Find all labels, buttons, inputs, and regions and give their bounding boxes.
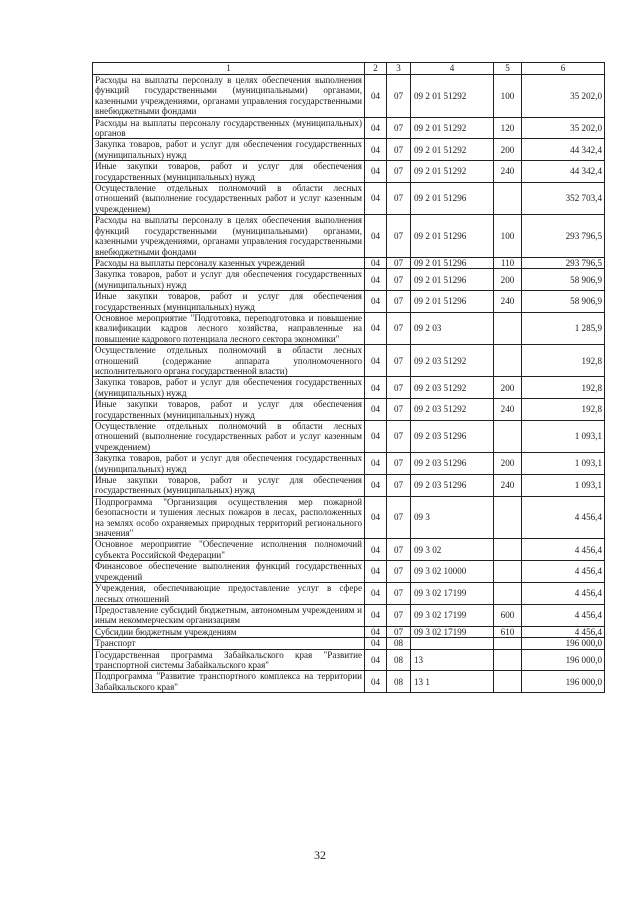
target-article-code: 09 2 03 51292 <box>411 377 494 399</box>
expense-type-code: 200 <box>494 269 522 291</box>
section-code: 04 <box>365 291 387 313</box>
amount: 196 000,0 <box>522 649 605 671</box>
section-code: 04 <box>365 453 387 475</box>
expense-type-code <box>494 539 522 561</box>
target-article-code: 09 3 02 <box>411 539 494 561</box>
row-description: Финансовое обеспечение выполнения функций государственных учреждений <box>93 561 365 583</box>
expense-type-code <box>494 671 522 693</box>
amount: 192,8 <box>522 345 605 377</box>
section-code: 04 <box>365 117 387 139</box>
amount: 1 093,1 <box>522 475 605 497</box>
subsection-code: 07 <box>387 496 411 539</box>
expense-type-code: 100 <box>494 75 522 118</box>
expense-type-code: 240 <box>494 161 522 183</box>
section-code: 04 <box>365 626 387 637</box>
row-description: Транспорт <box>93 638 365 649</box>
row-description: Закупка товаров, работ и услуг для обеспечения государственных (муниципальных) нужд <box>93 377 365 399</box>
row-description: Закупка товаров, работ и услуг для обеспечения государственных (муниципальных) нужд <box>93 269 365 291</box>
target-article-code: 09 2 01 51296 <box>411 183 494 215</box>
row-description: Расходы на выплаты персоналу государственных (муниципальных) органов <box>93 117 365 139</box>
amount: 293 796,5 <box>522 257 605 268</box>
table-row <box>93 475 605 497</box>
expense-type-code: 610 <box>494 626 522 637</box>
table-row <box>93 638 605 649</box>
section-code: 04 <box>365 421 387 453</box>
amount: 1 285,9 <box>522 312 605 344</box>
row-description: Субсидии бюджетным учреждениям <box>93 626 365 637</box>
row-description: Расходы на выплаты персоналу в целях обеспечения выполнения функций государственными (муниципальными) органами, казенными учреждениями, органами управления государственными внебюджетными фондами <box>93 215 365 258</box>
expense-type-code: 600 <box>494 604 522 626</box>
table-header-row <box>93 63 605 75</box>
section-code: 04 <box>365 638 387 649</box>
subsection-code: 07 <box>387 421 411 453</box>
amount: 4 456,4 <box>522 496 605 539</box>
row-description: Государственная программа Забайкальского края "Развитие транспортной системы Забайкальского края" <box>93 649 365 671</box>
row-description: Осуществление отдельных полномочий в области лесных отношений (выполнение государственных работ и услуг казенным учреждением) <box>93 183 365 215</box>
subsection-code: 07 <box>387 183 411 215</box>
amount: 58 906,9 <box>522 291 605 313</box>
amount: 4 456,4 <box>522 583 605 605</box>
target-article-code: 09 2 03 51292 <box>411 399 494 421</box>
section-code: 04 <box>365 583 387 605</box>
subsection-code: 08 <box>387 638 411 649</box>
table-row <box>93 496 605 539</box>
section-code: 04 <box>365 269 387 291</box>
section-code: 04 <box>365 671 387 693</box>
subsection-code: 07 <box>387 475 411 497</box>
expense-type-code <box>494 649 522 671</box>
row-description: Иные закупки товаров, работ и услуг для обеспечения государственных (муниципальных) нужд <box>93 291 365 313</box>
section-code: 04 <box>365 604 387 626</box>
amount: 4 456,4 <box>522 604 605 626</box>
subsection-code: 08 <box>387 649 411 671</box>
row-description: Осуществление отдельных полномочий в области лесных отношений (содержание аппарата уполномоченного исполнительного органа государственной власти) <box>93 345 365 377</box>
table-row <box>93 75 605 118</box>
table-row <box>93 291 605 313</box>
target-article-code: 13 <box>411 649 494 671</box>
row-description: Учреждения, обеспечивающие предоставление услуг в сфере лесных отношений <box>93 583 365 605</box>
table-row <box>93 561 605 583</box>
expense-type-code: 240 <box>494 291 522 313</box>
amount: 293 796,5 <box>522 215 605 258</box>
row-description: Закупка товаров, работ и услуг для обеспечения государственных (муниципальных) нужд <box>93 139 365 161</box>
target-article-code: 09 2 01 51292 <box>411 161 494 183</box>
target-article-code: 09 3 02 17199 <box>411 583 494 605</box>
row-description: Иные закупки товаров, работ и услуг для обеспечения государственных (муниципальных) нужд <box>93 475 365 497</box>
subsection-code: 07 <box>387 161 411 183</box>
header-cell-4: 4 <box>411 63 494 75</box>
budget-table <box>92 62 605 693</box>
target-article-code: 09 3 <box>411 496 494 539</box>
header-cell-1: 1 <box>93 63 365 75</box>
amount: 4 456,4 <box>522 561 605 583</box>
table-row <box>93 626 605 637</box>
target-article-code: 09 2 01 51296 <box>411 269 494 291</box>
section-code: 04 <box>365 75 387 118</box>
target-article-code <box>411 638 494 649</box>
subsection-code: 07 <box>387 377 411 399</box>
table-row <box>93 257 605 268</box>
row-description: Расходы на выплаты персоналу в целях обеспечения выполнения функций государственными (муниципальными) органами, казенными учреждениями, органами управления государственными внебюджетными фондами <box>93 75 365 118</box>
subsection-code: 07 <box>387 604 411 626</box>
section-code: 04 <box>365 312 387 344</box>
row-description: Осуществление отдельных полномочий в области лесных отношений (выполнение государственных работ и услуг казенным учреждением) <box>93 421 365 453</box>
subsection-code: 08 <box>387 671 411 693</box>
table-row <box>93 671 605 693</box>
expense-type-code: 100 <box>494 215 522 258</box>
table-row <box>93 649 605 671</box>
section-code: 04 <box>365 649 387 671</box>
row-description: Закупка товаров, работ и услуг для обеспечения государственных (муниципальных) нужд <box>93 453 365 475</box>
expense-type-code <box>494 421 522 453</box>
section-code: 04 <box>365 475 387 497</box>
row-description: Основное мероприятие "Подготовка, переподготовка и повышение квалификации кадров лесного хозяйства, направленные на повышение кадрового потенциала лесного сектора экономики" <box>93 312 365 344</box>
section-code: 04 <box>365 496 387 539</box>
subsection-code: 07 <box>387 257 411 268</box>
amount: 44 342,4 <box>522 161 605 183</box>
header-cell-5: 5 <box>494 63 522 75</box>
target-article-code: 09 2 01 51292 <box>411 117 494 139</box>
subsection-code: 07 <box>387 291 411 313</box>
amount: 35 202,0 <box>522 75 605 118</box>
target-article-code: 09 2 03 51292 <box>411 345 494 377</box>
expense-type-code <box>494 561 522 583</box>
row-description: Подпрограмма "Развитие транспортного комплекса на территории Забайкальского края" <box>93 671 365 693</box>
table-row <box>93 453 605 475</box>
expense-type-code <box>494 183 522 215</box>
subsection-code: 07 <box>387 626 411 637</box>
section-code: 04 <box>365 377 387 399</box>
amount: 192,8 <box>522 399 605 421</box>
target-article-code: 09 2 01 51292 <box>411 139 494 161</box>
amount: 58 906,9 <box>522 269 605 291</box>
subsection-code: 07 <box>387 345 411 377</box>
expense-type-code: 200 <box>494 377 522 399</box>
target-article-code: 09 2 03 51296 <box>411 453 494 475</box>
target-article-code: 09 2 01 51296 <box>411 291 494 313</box>
amount: 4 456,4 <box>522 626 605 637</box>
header-cell-3: 3 <box>387 63 411 75</box>
section-code: 04 <box>365 161 387 183</box>
table-row <box>93 161 605 183</box>
section-code: 04 <box>365 561 387 583</box>
subsection-code: 07 <box>387 312 411 344</box>
target-article-code: 09 2 01 51296 <box>411 215 494 258</box>
amount: 192,8 <box>522 377 605 399</box>
expense-type-code: 200 <box>494 139 522 161</box>
amount: 1 093,1 <box>522 453 605 475</box>
table-row <box>93 539 605 561</box>
subsection-code: 07 <box>387 583 411 605</box>
target-article-code: 09 2 01 51292 <box>411 75 494 118</box>
subsection-code: 07 <box>387 399 411 421</box>
table-row <box>93 117 605 139</box>
section-code: 04 <box>365 215 387 258</box>
section-code: 04 <box>365 399 387 421</box>
table-row <box>93 312 605 344</box>
expense-type-code: 200 <box>494 453 522 475</box>
row-description: Иные закупки товаров, работ и услуг для обеспечения государственных (муниципальных) нужд <box>93 161 365 183</box>
target-article-code: 09 2 03 <box>411 312 494 344</box>
section-code: 04 <box>365 139 387 161</box>
target-article-code: 09 3 02 10000 <box>411 561 494 583</box>
amount: 1 093,1 <box>522 421 605 453</box>
section-code: 04 <box>365 345 387 377</box>
amount: 196 000,0 <box>522 671 605 693</box>
table-row <box>93 269 605 291</box>
subsection-code: 07 <box>387 215 411 258</box>
section-code: 04 <box>365 539 387 561</box>
table-body <box>93 63 605 693</box>
subsection-code: 07 <box>387 117 411 139</box>
subsection-code: 07 <box>387 453 411 475</box>
table-row <box>93 183 605 215</box>
amount: 4 456,4 <box>522 539 605 561</box>
expense-type-code <box>494 496 522 539</box>
target-article-code: 09 2 03 51296 <box>411 421 494 453</box>
header-cell-2: 2 <box>365 63 387 75</box>
target-article-code: 09 3 02 17199 <box>411 626 494 637</box>
table-row <box>93 139 605 161</box>
expense-type-code: 240 <box>494 399 522 421</box>
section-code: 04 <box>365 183 387 215</box>
subsection-code: 07 <box>387 561 411 583</box>
table-row <box>93 421 605 453</box>
table-row <box>93 604 605 626</box>
expense-type-code: 110 <box>494 257 522 268</box>
amount: 196 000,0 <box>522 638 605 649</box>
row-description: Предоставление субсидий бюджетным, автономным учреждениям и иным некоммерческим организациям <box>93 604 365 626</box>
page-number: 32 <box>314 848 326 862</box>
expense-type-code: 120 <box>494 117 522 139</box>
section-code: 04 <box>365 257 387 268</box>
row-description: Подпрограмма "Организация осуществления мер пожарной безопасности и тушения лесных пожаров в лесах, расположенных на землях особо охраняемых природных территорий регионального значения" <box>93 496 365 539</box>
expense-type-code <box>494 638 522 649</box>
table-row <box>93 215 605 258</box>
row-description: Иные закупки товаров, работ и услуг для обеспечения государственных (муниципальных) нужд <box>93 399 365 421</box>
expense-type-code <box>494 345 522 377</box>
subsection-code: 07 <box>387 539 411 561</box>
target-article-code: 09 3 02 17199 <box>411 604 494 626</box>
header-cell-6: 6 <box>522 63 605 75</box>
table-row <box>93 399 605 421</box>
subsection-code: 07 <box>387 269 411 291</box>
amount: 352 703,4 <box>522 183 605 215</box>
row-description: Основное мероприятие "Обеспечение исполнения полномочий субъекта Российской Федерации" <box>93 539 365 561</box>
target-article-code: 09 2 03 51296 <box>411 475 494 497</box>
row-description: Расходы на выплаты персоналу казенных учреждений <box>93 257 365 268</box>
target-article-code: 13 1 <box>411 671 494 693</box>
table-row <box>93 583 605 605</box>
subsection-code: 07 <box>387 75 411 118</box>
amount: 35 202,0 <box>522 117 605 139</box>
table-row <box>93 377 605 399</box>
target-article-code: 09 2 01 51296 <box>411 257 494 268</box>
expense-type-code <box>494 583 522 605</box>
subsection-code: 07 <box>387 139 411 161</box>
table-row <box>93 345 605 377</box>
expense-type-code: 240 <box>494 475 522 497</box>
expense-type-code <box>494 312 522 344</box>
amount: 44 342,4 <box>522 139 605 161</box>
